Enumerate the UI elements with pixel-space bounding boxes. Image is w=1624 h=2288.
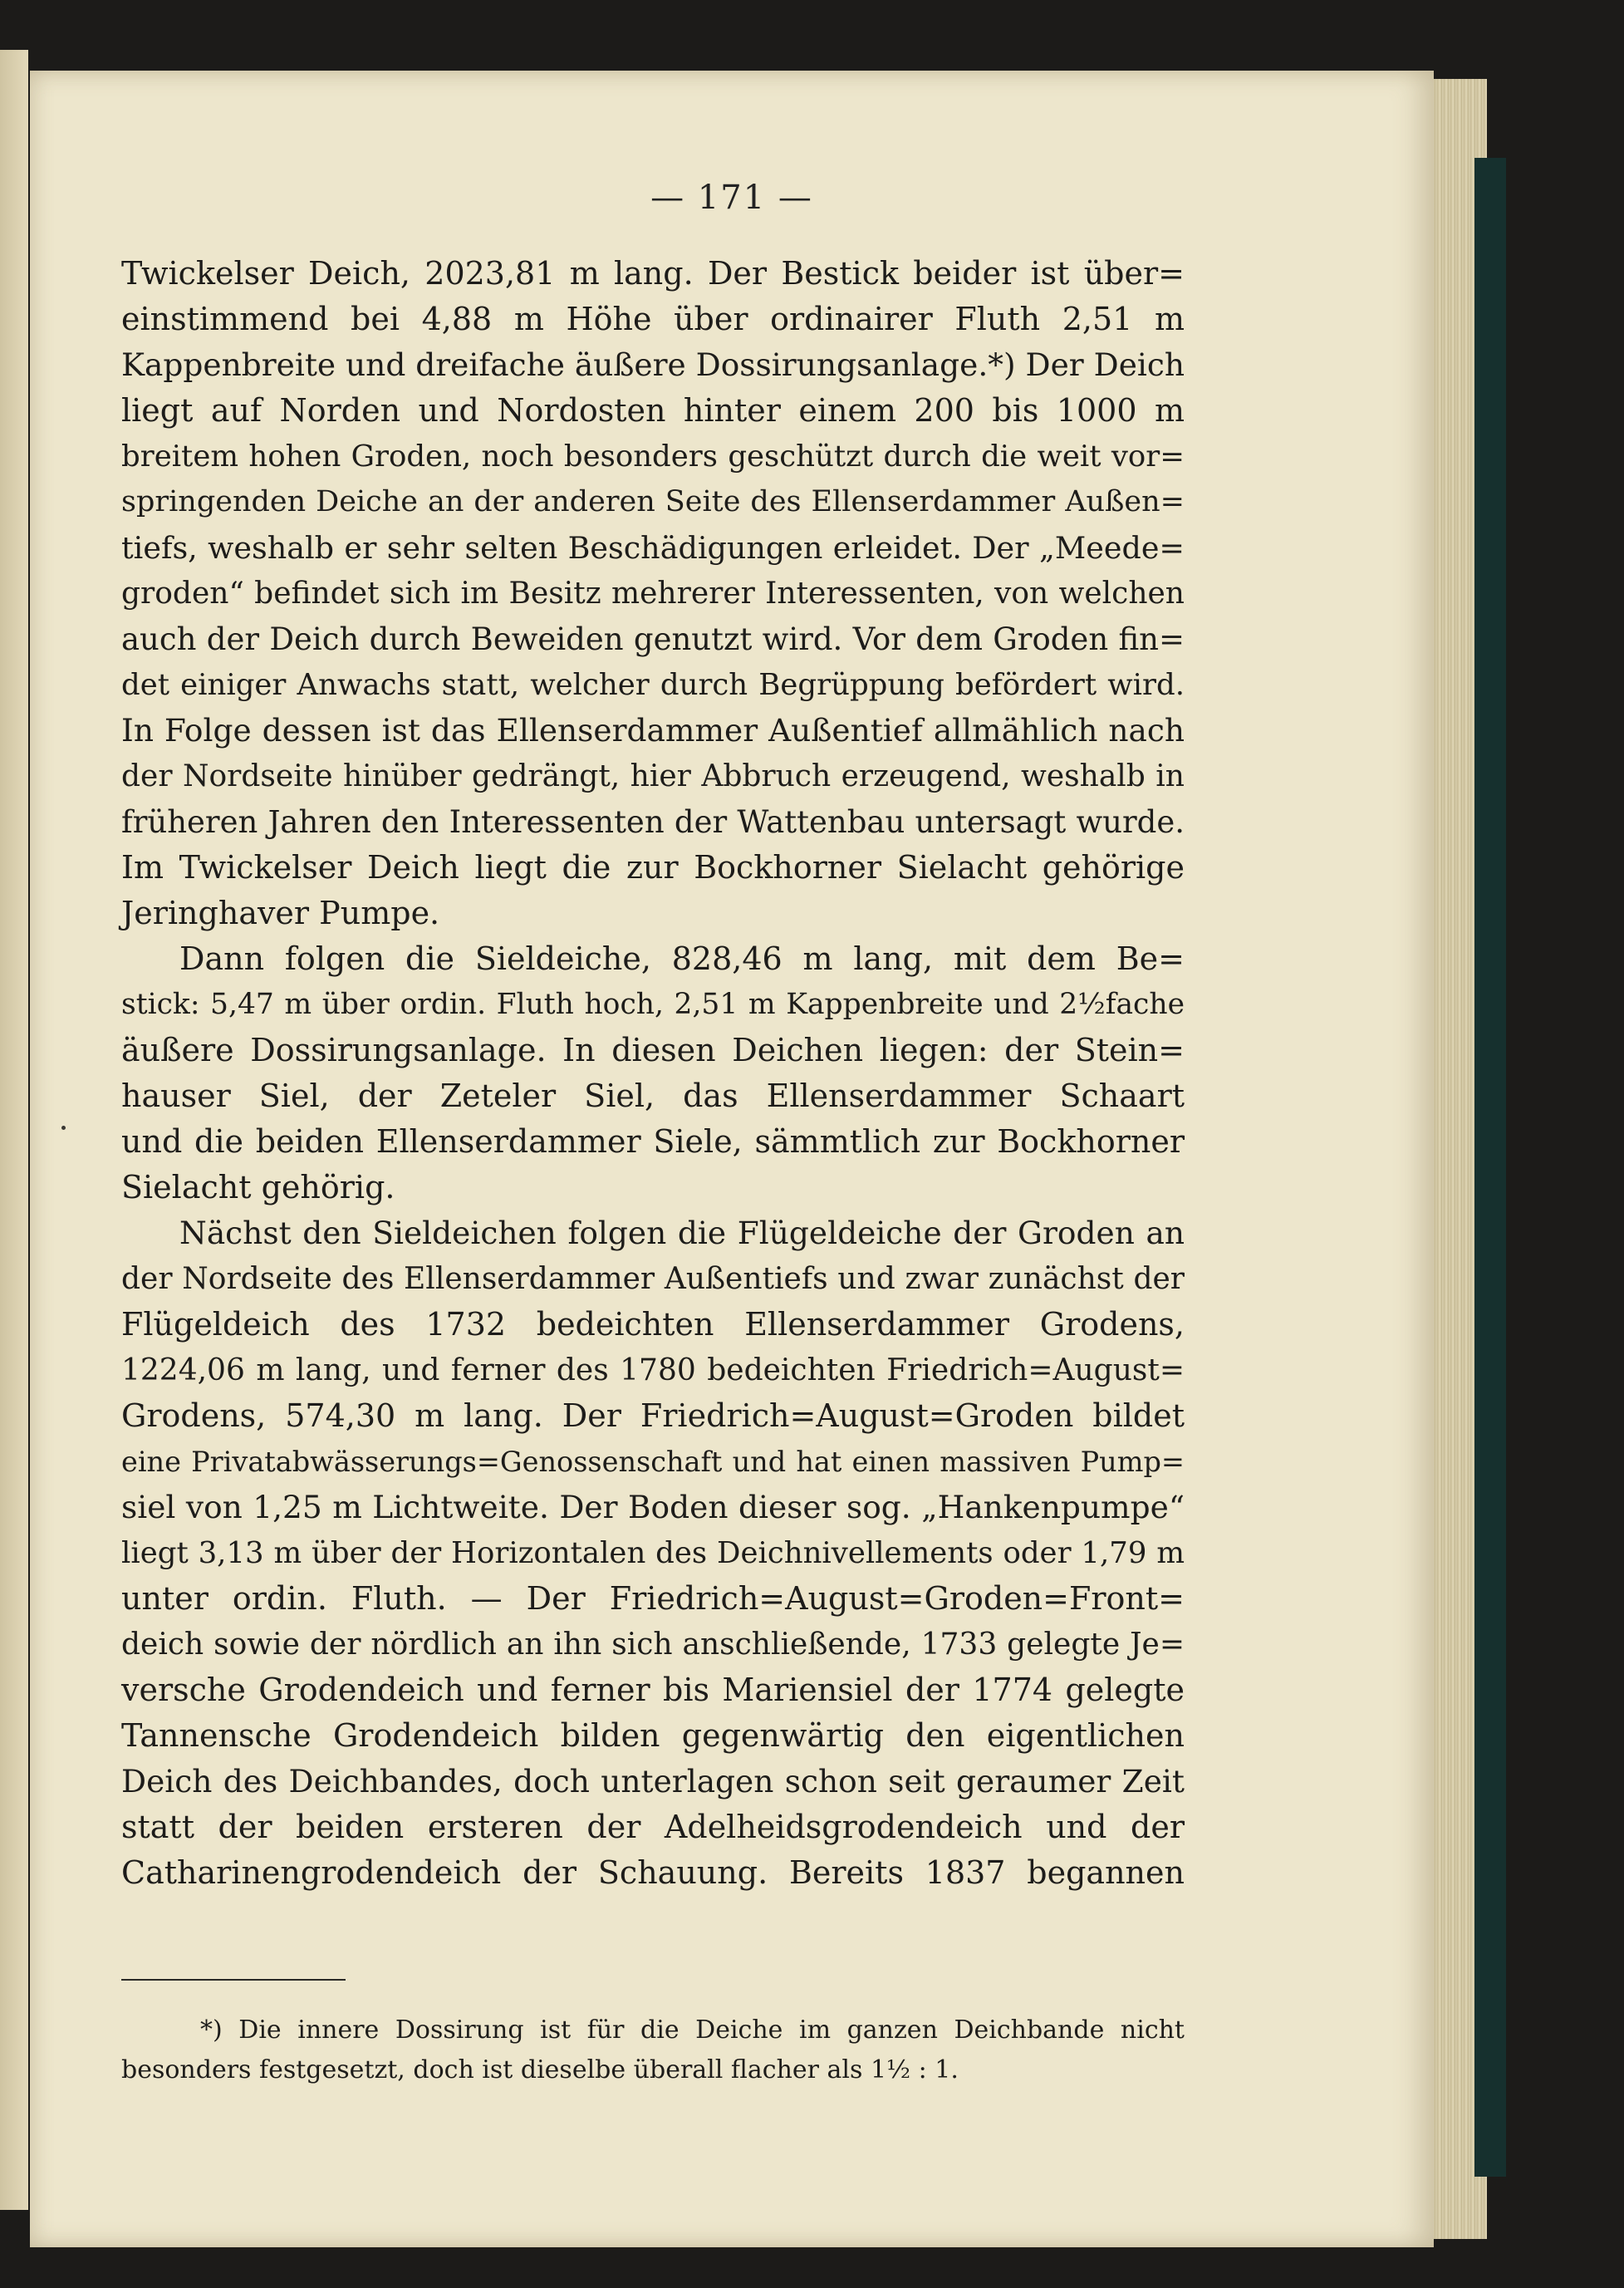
text-line: liegt auf Norden und Nordosten hinter einem 200 bis 1000 m [121,392,1185,429]
text-line: breitem hohen Groden, noch besonders geschützt durch die weit vor= [121,439,1185,474]
text-line: Deich des Deichbandes, doch unterlagen schon seit geraumer Zeit [121,1763,1185,1799]
text-line: und die beiden Ellenserdammer Siele, sämmtlich zur Bockhorner [121,1123,1185,1160]
text-line: auch der Deich durch Beweiden genutzt wird. Vor dem Groden fin= [121,621,1185,657]
text-line: eine Privatabwässerungs=Genossenschaft und hat einen massiven Pump= [121,1446,1185,1478]
footnote-line: *) Die innere Dossirung ist für die Deiche im ganzen Deichbande nicht [200,2016,1185,2045]
text-line: der Nordseite des Ellenserdammer Außentiefs und zwar zunächst der [121,1262,1185,1296]
text-line: Kappenbreite und dreifache äußere Dossirungsanlage.*) Der Deich [121,346,1185,383]
text-line: Tannensche Grodendeich bilden gegenwärtig den eigentlichen [121,1717,1185,1754]
text-line: früheren Jahren den Interessenten der Wattenbau untersagt wurde. [121,804,1185,840]
text-line: deich sowie der nördlich an ihn sich anschließende, 1733 gelegte Je= [121,1628,1185,1662]
book-cover [1474,158,1506,2177]
book-page [30,71,1434,2247]
footnote-line: besonders festgesetzt, doch ist dieselbe überall flacher als 1½ : 1. [121,2055,959,2084]
text-line: siel von 1,25 m Lichtweite. Der Boden dieser sog. „Hankenpumpe“ [121,1489,1185,1525]
text-line: tiefs, weshalb er sehr selten Beschädigungen erleidet. Der „Meede= [121,530,1185,566]
text-line: unter ordin. Fluth. — Der Friedrich=August=Groden=Front= [121,1580,1185,1617]
text-line: statt der beiden ersteren der Adelheidsgrodendeich und der [121,1809,1185,1845]
body-text [121,251,1185,1896]
page-number: — 171 — [650,179,813,217]
text-line: einstimmend bei 4,88 m Höhe über ordinairer Fluth 2,51 m [121,301,1185,337]
text-line: Jeringhaver Pumpe. [121,895,440,931]
text-line: stick: 5,47 m über ordin. Fluth hoch, 2,51 m Kappenbreite und 2½fache [121,988,1185,1021]
text-line: Sielacht gehörig. [121,1169,395,1205]
text-line: groden“ befindet sich im Besitz mehrerer Interessenten, von welchen [121,577,1185,611]
text-line: äußere Dossirungsanlage. In diesen Deichen liegen: der Stein= [121,1032,1185,1068]
text-line: Twickelser Deich, 2023,81 m lang. Der Bestick beider ist über= [121,255,1185,292]
margin-mark [61,1126,66,1130]
text-line: hauser Siel, der Zeteler Siel, das Ellenserdammer Schaart [121,1078,1185,1114]
text-line: der Nordseite hinüber gedrängt, hier Abbruch erzeugend, weshalb in [121,759,1185,793]
text-line: In Folge dessen ist das Ellenserdammer Außentief allmählich nach [121,712,1185,749]
text-line: versche Grodendeich und ferner bis Mariensiel der 1774 gelegte [121,1672,1185,1708]
text-line: liegt 3,13 m über der Horizontalen des Deichnivellements oder 1,79 m [121,1536,1185,1570]
text-line: det einiger Anwachs statt, welcher durch Begrüppung befördert wird. [121,668,1185,702]
text-line: Flügeldeich des 1732 bedeichten Ellenserdammer Grodens, [121,1306,1185,1343]
footnote [121,2011,1185,2090]
text-line: Grodens, 574,30 m lang. Der Friedrich=August=Groden bildet [121,1397,1185,1434]
text-line: Dann folgen die Sieldeiche, 828,46 m lang, mit dem Be= [179,940,1185,977]
text-line: 1224,06 m lang, und ferner des 1780 bedeichten Friedrich=August= [121,1353,1185,1387]
text-line: Nächst den Sieldeichen folgen die Flügeldeiche der Groden an [179,1215,1185,1251]
footnote-rule [121,1979,346,1981]
text-line: Im Twickelser Deich liegt die zur Bockhorner Sielacht gehörige [121,849,1185,886]
text-line: springenden Deiche an der anderen Seite des Ellenserdammer Außen= [121,485,1185,518]
text-line: Catharinengrodendeich der Schauung. Bereits 1837 begannen [121,1854,1185,1891]
left-page-edge [0,50,28,2210]
